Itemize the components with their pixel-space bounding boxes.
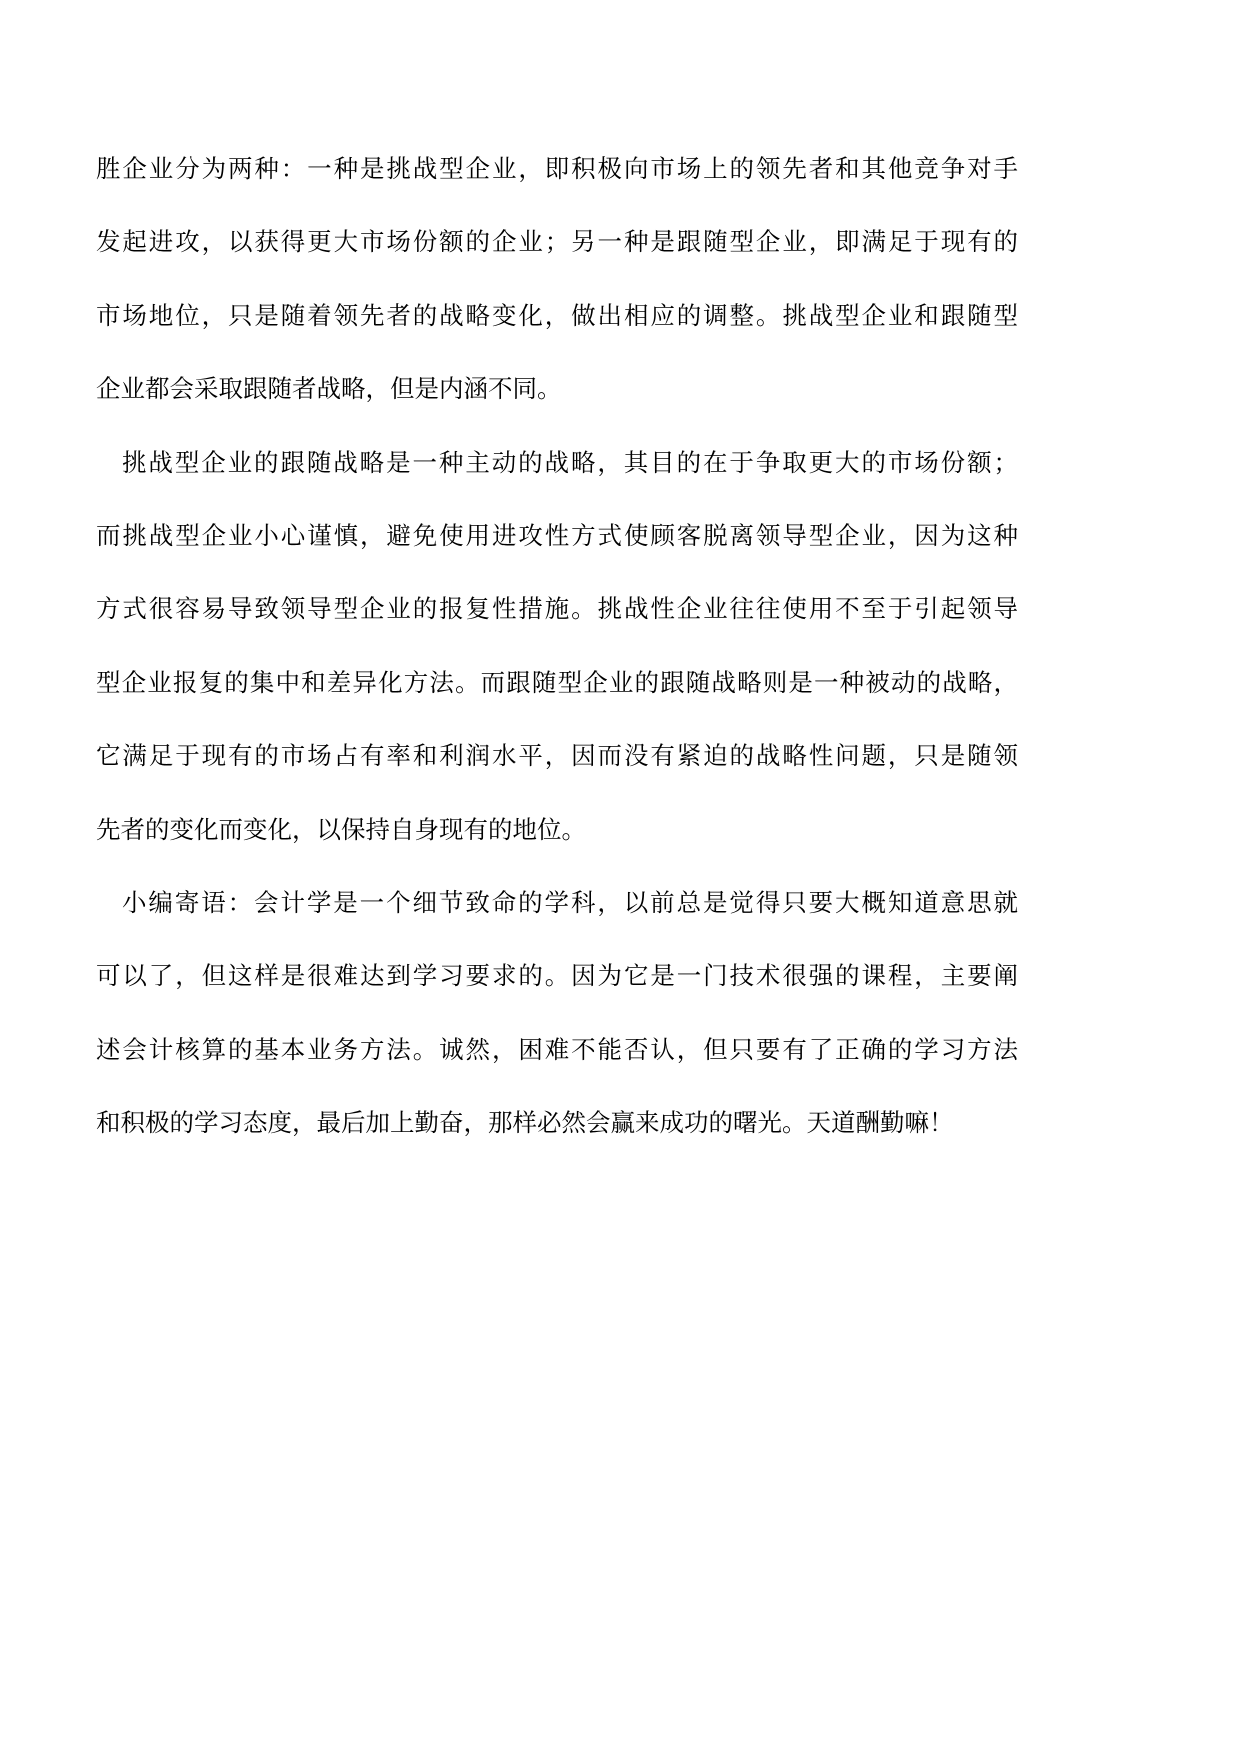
text-line: 和积极的学习态度，最后加上勤奋，那样必然会赢来成功的曙光。天道酬勤嘛！ bbox=[96, 1108, 954, 1138]
text-line: 小编寄语：会计学是一个细节致命的学科，以前总是觉得只要大概知道意思就 bbox=[122, 887, 1018, 917]
text-line: 胜企业分为两种：一种是挑战型企业，即积极向市场上的领先者和其他竞争对手 bbox=[96, 154, 1018, 183]
text-line: 发起进攻，以获得更大市场份额的企业；另一种是跟随型企业，即满足于现有的 bbox=[96, 227, 1018, 257]
text-line: 述会计核算的基本业务方法。诚然，困难不能否认，但只要有了正确的学习方法 bbox=[96, 1034, 1018, 1064]
text-line: 可以了，但这样是很难达到学习要求的。因为它是一门技术很强的课程，主要阐 bbox=[96, 961, 1018, 991]
text-line: 它满足于现有的市场占有率和利润水平，因而没有紧迫的战略性问题，只是随领 bbox=[96, 741, 1018, 771]
text-line: 挑战型企业的跟随战略是一种主动的战略，其目的在于争取更大的市场份额； bbox=[122, 447, 1018, 477]
text-line: 而挑战型企业小心谨慎，避免使用进攻性方式使顾客脱离领导型企业，因为这种 bbox=[96, 520, 1018, 550]
text-line: 方式很容易导致领导型企业的报复性措施。挑战性企业往往使用不至于引起领导 bbox=[96, 594, 1018, 624]
text-line: 企业都会采取跟随者战略，但是内涵不同。 bbox=[96, 374, 562, 404]
document-body bbox=[96, 148, 1018, 1175]
text-line: 型企业报复的集中和差异化方法。而跟随型企业的跟随战略则是一种被动的战略， bbox=[96, 667, 1018, 697]
text-line: 先者的变化而变化，以保持自身现有的地位。 bbox=[96, 814, 586, 844]
text-line: 市场地位，只是随着领先者的战略变化，做出相应的调整。挑战型企业和跟随型 bbox=[96, 300, 1018, 330]
